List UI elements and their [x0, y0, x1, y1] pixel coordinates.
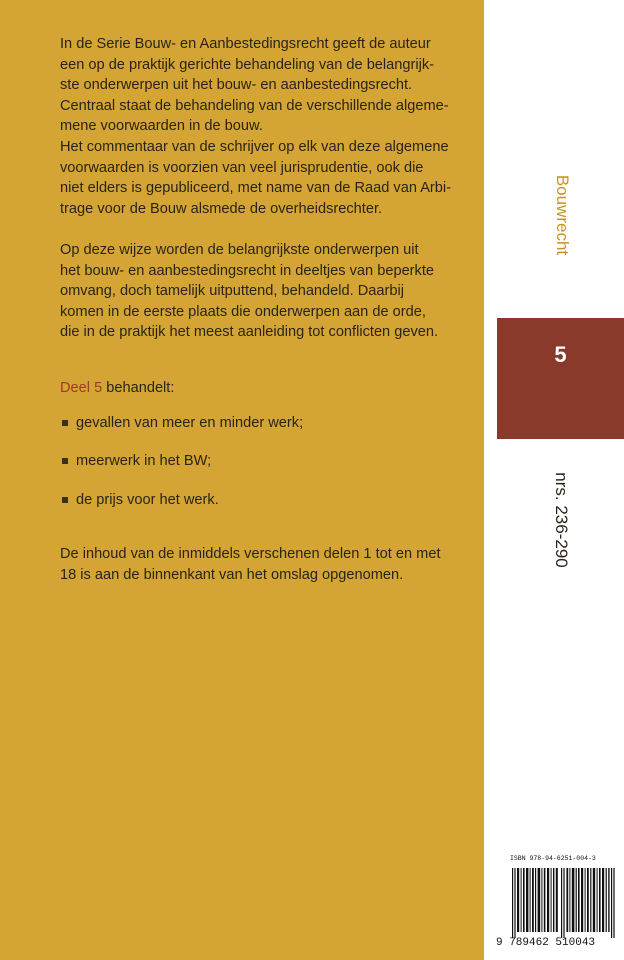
deel-label: Deel 5	[60, 379, 103, 396]
isbn-label: ISBN 978-94-6251-004-3	[510, 855, 596, 862]
topic-list	[60, 413, 470, 511]
spine-volume-band	[497, 318, 624, 439]
list-item: de prijs voor het werk.	[60, 490, 470, 511]
barcode-block	[496, 852, 620, 956]
scope-paragraph: Op deze wijze worden de belangrijkste onderwerpen uit het bouw- en aanbestedingsrecht in deeltjes van beperkte omvang, doch tamelijk uitputtend, behandeld. Daarbij komen in de eerste plaats die onderwerpen aan de orde, die in de praktijk het meest aanleiding tot conflicten geven.	[60, 241, 439, 341]
deel-suffix: behandelt:	[102, 379, 175, 396]
square-bullet-icon	[62, 458, 68, 464]
spine-volume-number: 5	[554, 342, 567, 367]
spine-numbers: nrs. 236-290	[552, 472, 571, 568]
square-bullet-icon	[62, 420, 68, 426]
barcode-digits: 9 789462 510043	[496, 937, 596, 949]
list-item: meerwerk in het BW;	[60, 451, 470, 472]
list-item: gevallen van meer en minder werk;	[60, 413, 470, 434]
deel-heading	[60, 378, 470, 399]
back-cover-text	[60, 34, 470, 585]
closing-paragraph: De inhoud van de inmiddels verschenen delen 1 tot en met 18 is aan de binnenkant van het omslag opgenomen.	[60, 546, 441, 583]
intro-paragraph: In de Serie Bouw- en Aanbestedingsrecht geeft de auteur een op de praktijk gerichte behandeling van de belangrijk- ste onderwerpen uit het bouw- en aanbestedingsrecht. Centraal staat de behandeling van de verschillende algeme- mene voorwaarden in de bouw. Het commentaar van de schrijver op elk van deze algemene voorwaarden is voorzien van veel jurisprudentie, ook die niet elders is gepubliceerd, met name van de Raad van Arbi- trage voor de Bouw alsmede de overheidsrechter.	[60, 36, 452, 217]
spine-series-title: Bouwrecht	[553, 174, 572, 256]
square-bullet-icon	[62, 497, 68, 503]
barcode-image	[512, 868, 616, 938]
